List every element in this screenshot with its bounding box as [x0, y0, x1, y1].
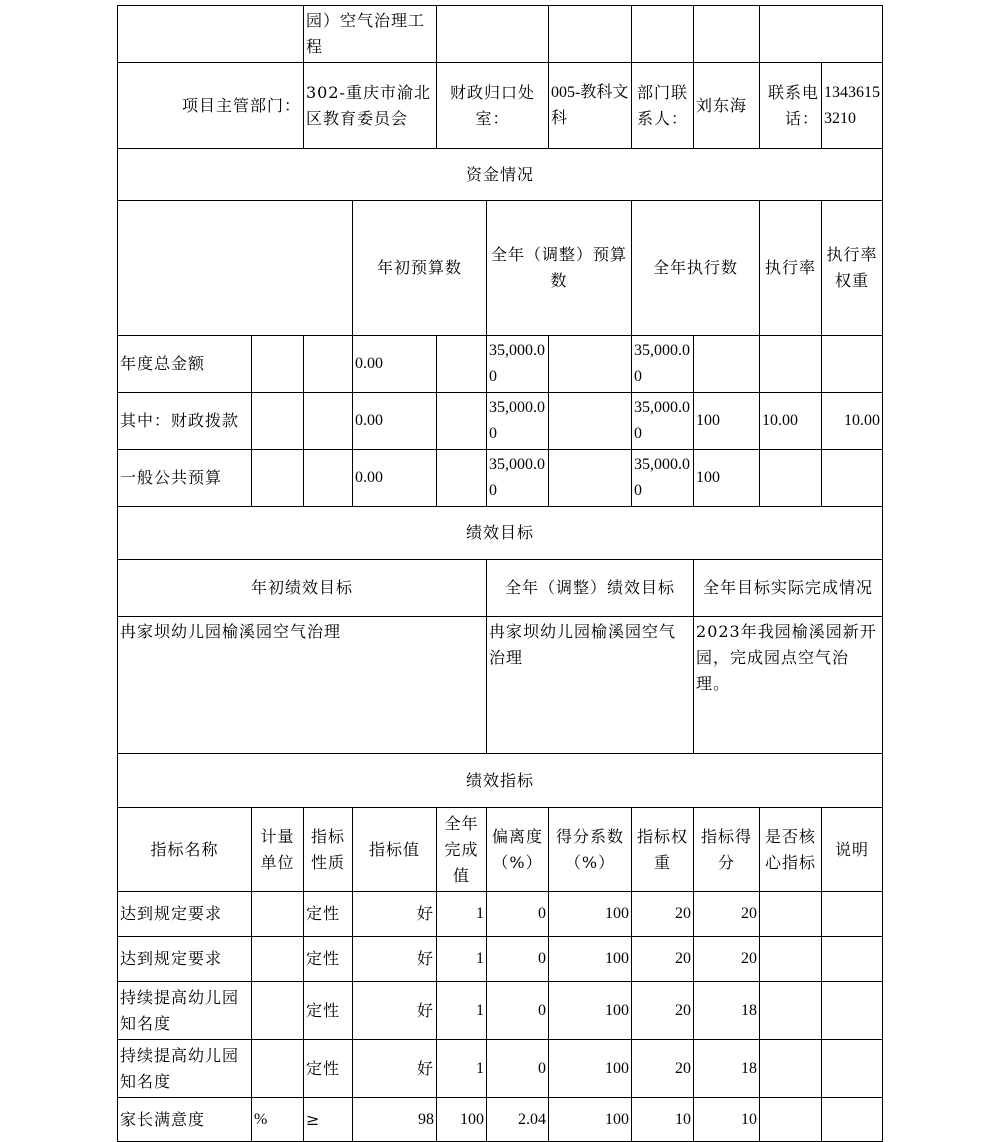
funds-col-executed: 全年执行数	[632, 201, 760, 336]
finance-value: 005-教科文科	[549, 63, 632, 149]
ind-coef: 100	[549, 1098, 632, 1142]
goals-col-actual: 全年目标实际完成情况	[694, 560, 883, 617]
indicator-row	[118, 982, 883, 1040]
funds-row-label: 一般公共预算	[118, 450, 252, 507]
funds-row-executed: 35,000.00	[632, 450, 694, 507]
funds-row-label: 其中：财政拨款	[118, 393, 252, 450]
funds-row-weight	[760, 336, 822, 393]
finance-label: 财政归口处室：	[437, 63, 549, 149]
ind-header: 得分系数（%）	[549, 808, 632, 892]
ind-note	[822, 1098, 883, 1142]
funds-row-initial: 0.00	[353, 393, 437, 450]
ind-nature: 定性	[304, 937, 353, 982]
ind-weight: 20	[632, 1040, 694, 1098]
contact-label: 部门联系人：	[632, 63, 694, 149]
ind-header: 指标权重	[632, 808, 694, 892]
ind-score: 20	[694, 937, 760, 982]
ind-nature: 定性	[304, 892, 353, 937]
ind-dev: 0	[487, 937, 549, 982]
ind-unit	[252, 1040, 304, 1098]
funds-row-rate: 100	[694, 393, 760, 450]
ind-header: 全年完成值	[437, 808, 487, 892]
contact-value: 刘东海	[694, 63, 760, 149]
ind-score: 18	[694, 1040, 760, 1098]
ind-done: 1	[437, 937, 487, 982]
ind-nature: 定性	[304, 1040, 353, 1098]
dept-label: 项目主管部门：	[118, 63, 304, 149]
indicators-title: 绩效指标	[118, 754, 883, 808]
funds-row-adjusted: 35,000.00	[487, 450, 549, 507]
ind-note	[822, 892, 883, 937]
ind-note	[822, 937, 883, 982]
ind-header: 指标得分	[694, 808, 760, 892]
ind-name: 持续提高幼儿园知名度	[118, 982, 252, 1040]
funds-row-initial: 0.00	[353, 450, 437, 507]
ind-score: 20	[694, 892, 760, 937]
ind-value: 98	[353, 1098, 437, 1142]
ind-weight: 20	[632, 982, 694, 1040]
funds-row-adjusted: 35,000.00	[487, 336, 549, 393]
ind-value: 好	[353, 892, 437, 937]
ind-note	[822, 1040, 883, 1098]
funds-row-score	[822, 336, 883, 393]
ind-coef: 100	[549, 1040, 632, 1098]
ind-nature: ≥	[304, 1098, 353, 1142]
funds-col-initial: 年初预算数	[353, 201, 487, 336]
ind-header: 是否核心指标	[760, 808, 822, 892]
funds-row-executed: 35,000.00	[632, 336, 694, 393]
ind-header: 偏离度（%）	[487, 808, 549, 892]
funds-col-rate: 执行率	[760, 201, 822, 336]
ind-unit	[252, 982, 304, 1040]
ind-done: 1	[437, 892, 487, 937]
goals-col-adjusted: 全年（调整）绩效目标	[487, 560, 694, 617]
ind-name: 达到规定要求	[118, 892, 252, 937]
ind-header: 计量单位	[252, 808, 304, 892]
project-name-tail: 园）空气治理工程	[304, 6, 437, 63]
ind-value: 好	[353, 1040, 437, 1098]
funds-row	[118, 336, 883, 393]
funds-col-weight: 执行率权重	[822, 201, 883, 336]
indicator-row	[118, 1040, 883, 1098]
ind-header: 说明	[822, 808, 883, 892]
ind-core	[760, 1040, 822, 1098]
ind-core	[760, 982, 822, 1040]
funds-row-score: 10.00	[822, 393, 883, 450]
indicator-row	[118, 937, 883, 982]
ind-unit	[252, 892, 304, 937]
funds-row-weight	[760, 450, 822, 507]
funds-row-adjusted: 35,000.00	[487, 393, 549, 450]
ind-score: 18	[694, 982, 760, 1040]
ind-core	[760, 892, 822, 937]
ind-weight: 20	[632, 937, 694, 982]
phone-value: 13436153210	[822, 63, 883, 149]
performance-table	[117, 5, 883, 1142]
indicator-row	[118, 1098, 883, 1142]
funds-row-initial: 0.00	[353, 336, 437, 393]
ind-name: 达到规定要求	[118, 937, 252, 982]
goal-initial: 冉家坝幼儿园榆溪园空气治理	[118, 617, 487, 754]
ind-dev: 2.04	[487, 1098, 549, 1142]
goal-actual: 2023年我园榆溪园新开园，完成园点空气治理。	[694, 617, 883, 754]
funds-row-weight: 10.00	[760, 393, 822, 450]
ind-dev: 0	[487, 892, 549, 937]
ind-coef: 100	[549, 982, 632, 1040]
funds-row	[118, 450, 883, 507]
ind-header: 指标值	[353, 808, 437, 892]
ind-done: 1	[437, 982, 487, 1040]
funds-row-executed: 35,000.00	[632, 393, 694, 450]
funds-row-score	[822, 450, 883, 507]
ind-name: 家长满意度	[118, 1098, 252, 1142]
ind-score: 10	[694, 1098, 760, 1142]
funds-title: 资金情况	[118, 149, 883, 201]
funds-row	[118, 393, 883, 450]
ind-nature: 定性	[304, 982, 353, 1040]
ind-header: 指标名称	[118, 808, 252, 892]
ind-note	[822, 982, 883, 1040]
ind-value: 好	[353, 937, 437, 982]
ind-dev: 0	[487, 982, 549, 1040]
funds-row-rate	[694, 336, 760, 393]
phone-label: 联系电话：	[760, 63, 822, 149]
goals-title: 绩效目标	[118, 507, 883, 560]
ind-coef: 100	[549, 892, 632, 937]
dept-value: 302-重庆市渝北区教育委员会	[304, 63, 437, 149]
ind-weight: 20	[632, 892, 694, 937]
ind-core	[760, 1098, 822, 1142]
goal-adjusted: 冉家坝幼儿园榆溪园空气治理	[487, 617, 694, 754]
ind-value: 好	[353, 982, 437, 1040]
ind-name: 持续提高幼儿园知名度	[118, 1040, 252, 1098]
ind-coef: 100	[549, 937, 632, 982]
ind-weight: 10	[632, 1098, 694, 1142]
ind-dev: 0	[487, 1040, 549, 1098]
ind-done: 1	[437, 1040, 487, 1098]
ind-core	[760, 937, 822, 982]
ind-header: 指标性质	[304, 808, 353, 892]
indicator-row	[118, 892, 883, 937]
ind-unit	[252, 937, 304, 982]
funds-row-label: 年度总金额	[118, 336, 252, 393]
ind-unit: %	[252, 1098, 304, 1142]
funds-row-rate: 100	[694, 450, 760, 507]
goals-col-initial: 年初绩效目标	[118, 560, 487, 617]
funds-col-adjusted: 全年（调整）预算数	[487, 201, 632, 336]
ind-done: 100	[437, 1098, 487, 1142]
